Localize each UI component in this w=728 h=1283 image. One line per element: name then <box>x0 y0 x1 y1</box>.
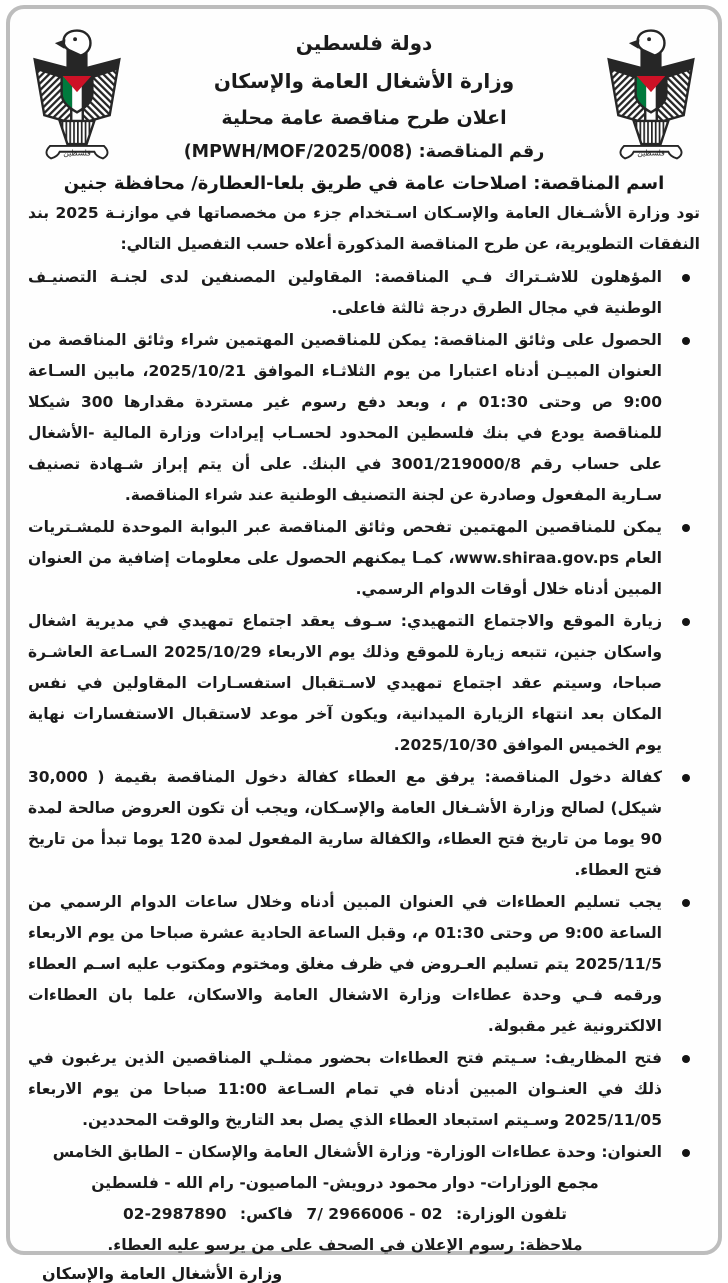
header-ministry-title: وزارة الأشغال العامة والإسكان <box>213 69 515 93</box>
tender-announcement-frame <box>6 5 722 1283</box>
phone-fax-line <box>28 1199 662 1230</box>
list-item-site-visit: زيارة الموقع والاجتماع التمهيدي: سـوف يعقد اجتماع تمهيدي في مديرية اشغال واسكان جنين، تتبعه زيارة للموقع وذلك يوم الاربعاء 2025/10/29 السـاعة العاشـرة صباحا، وسيتم عقد اجتماع تمهيدي لاسـتقبال استفسـارات المقاولين في نفس المكان بعد انتهاء الزيارة الميدانية، ويكون آخر موعد لاستقبال الاستفسارات نهاية يوم الخميس الموافق 2025/10/30. <box>26 606 702 761</box>
list-item-address <box>26 1137 702 1261</box>
tender-details-list <box>26 262 702 1261</box>
list-item-portal: يمكن للمناقصين المهتمين تفحص وثائق المناقصة عبر البوابة الموحدة للمشـتريات العام www.shiraa.gov.ps، كمـا يمكنهم الحصول على معلومات إضافية من العنوان المبين أدناه خلال أوقات الدوام الرسمي. <box>26 512 702 605</box>
signature: وزارة الأشغال العامة والإسكان <box>42 1264 283 1283</box>
intro-paragraph: تود وزارة الأشـغال العامة والإسـكان اسـتخدام جزء من مخصصاتها في موازنـة 2025 بند النفقات التطويرية، عن طرح المناقصة المذكورة أعلاه حسب التفصيل التالي: <box>28 204 700 253</box>
header-titles <box>128 21 600 162</box>
tender-number-label: رقم المناقصة: <box>418 142 545 162</box>
emblem-banner-text: فلسطين <box>637 148 665 158</box>
address-line-1: العنوان: وحدة عطاءات الوزارة- وزارة الأشغال العامة والإسكان – الطابق الخامس <box>52 1143 662 1161</box>
list-item-eligibility: المؤهلون للاشـتراك فـي المناقصة: المقاولين المصنفين لدى لجنـة التصنيـف الوطنية في مجال الطرق درجة ثالثة فاعلى. <box>26 262 702 324</box>
emblem-banner-text: فلسطين <box>63 148 91 158</box>
fax-label: فاكس: <box>239 1205 294 1223</box>
header <box>26 21 702 165</box>
phone-number: 7/ 2966006 - 02 <box>306 1205 443 1223</box>
palestine-emblem-left-icon <box>26 21 128 165</box>
list-item-bid-bond: كفالة دخول المناقصة: يرفق مع العطاء كفالة دخول المناقصة بقيمة ( 30,000 شيكل) لصالح وزارة الأشـغال العامة والإسـكان، ويجب أن تكون العروض صالحة لمدة 90 يوما من تاريخ فتح العطاء، والكفالة سارية المفعول لمدة 120 يوما تبدأ من تاريخ فتح العطاء. <box>26 762 702 886</box>
header-announcement-title: اعلان طرح مناقصة عامة محلية <box>221 107 507 129</box>
tender-number-value: (MPWH/MOF/2025/008) <box>183 142 413 162</box>
header-state-title: دولة فلسطين <box>295 31 433 55</box>
tender-name-title: اسم المناقصة: اصلاحات عامة في طريق بلعا-العطارة/ محافظة جنين <box>63 173 665 194</box>
note-line: ملاحظة: رسوم الإعلان في الصحف على من يرسو عليه العطاء. <box>107 1236 583 1254</box>
list-item-documents: الحصول على وثائق المناقصة: يمكن للمناقصين المهتمين شراء وثائق المناقصة من العنوان المبيـن أدناه اعتبارا من يوم الثلاثـاء الموافق 2025/10/21، مابين السـاعة 9:00 ص وحتى 01:30 م ، وبعد دفع رسوم غير مستردة مقدارها 300 شيكلا للمناقصة يودع في بنك فلسطين المحدود لحسـاب إيرادات وزارة المالية -الأشغال على حساب رقم 3001/219000/8 في البنك. على أن يتم إبراز شـهادة تصنيف سـارية المفعول وصادرة عن لجنة التصنيف الوطنية عند شراء المناقصة. <box>26 325 702 511</box>
palestine-emblem-right-icon <box>600 21 702 165</box>
tender-number <box>128 142 600 162</box>
list-item-submission: يجب تسليم العطاءات في العنوان المبين أدناه وخلال ساعات الدوام الرسمي من الساعة 9:00 ص وحتى 01:30 م، وقبل الساعة الحادية عشرة صباحا من يوم الاربعاء 2025/11/5 يتم تسليم العـروض في ظرف مغلق ومختوم ومكتوب عليه اسـم العطاء ورقمه فـي وحدة عطاءات وزارة الاشغال العامة والاسكان، علما بان العطاءات الالكترونية غير مقبولة. <box>26 887 702 1042</box>
list-item-opening: فتح المظاريف: سـيتم فتح العطاءات بحضور ممثلـي المناقصين الذين يرغبون في ذلك في العنـوان المبين أدناه في تمام السـاعة 11:00 صباحا من يوم الاربعاء 2025/11/05 وسـيتم استبعاد العطاء الذي يصل بعد التاريخ والوقت المحددين. <box>26 1043 702 1136</box>
address-line-2: مجمع الوزارات- دوار محمود درويش- الماصيون- رام الله - فلسطين <box>91 1174 599 1192</box>
fax-number: 02-2987890 <box>123 1205 227 1223</box>
phone-label: تلفون الوزارة: <box>455 1205 567 1223</box>
